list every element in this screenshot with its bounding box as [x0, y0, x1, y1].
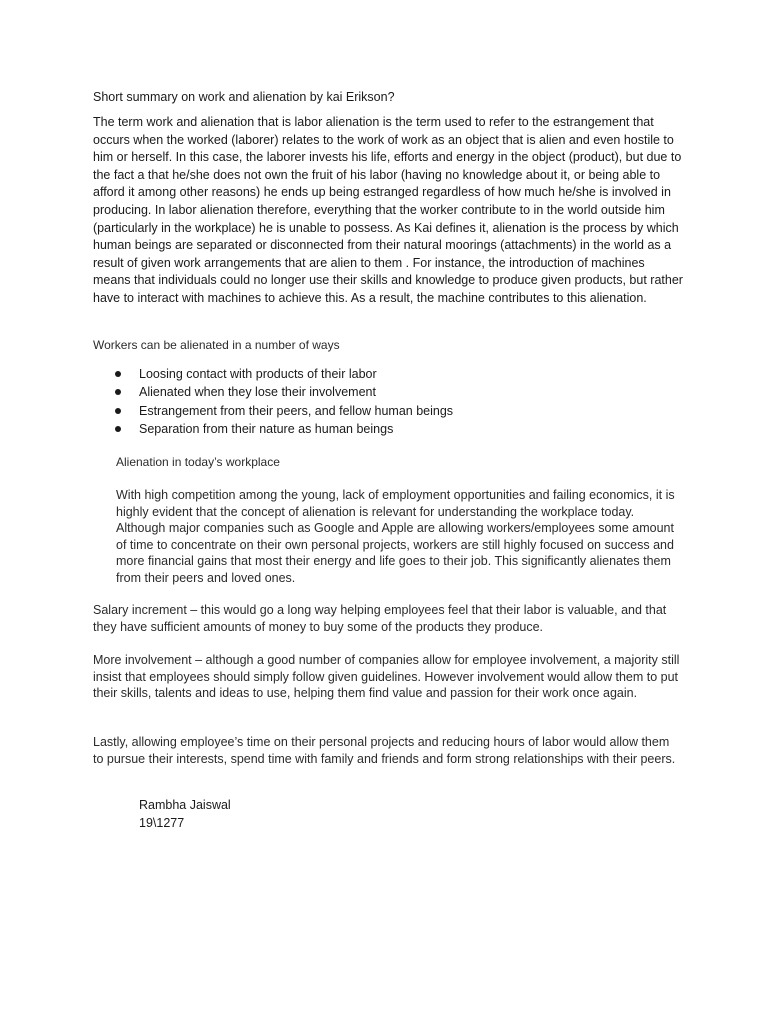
- workplace-heading: Alienation in today’s workplace: [116, 455, 280, 469]
- list-item: [115, 402, 453, 420]
- list-item: [115, 383, 453, 401]
- workplace-paragraph: With high competition among the young, lack of employment opportunities and failing economics, it is highly evident that the concept of alienation is relevant for understanding the workplace today. Although major companies such as Google and Apple are allowing workers/employees some amount of time to concentrate on their own personal projects, workers are still highly focused on success and more financial gains that most their energy and life goes to their job. This significantly alienates them from their peers and loved ones.: [116, 488, 675, 585]
- bullet-icon: [115, 371, 121, 377]
- salary-paragraph: Salary increment – this would go a long way helping employees feel that their labor is valuable, and that they have sufficient amounts of money to buy some of the products they produce.: [93, 603, 667, 634]
- alienation-ways-list: [115, 365, 453, 438]
- bullet-icon: [115, 426, 121, 432]
- list-item-text: Estrangement from their peers, and fellow human beings: [139, 403, 454, 418]
- workers-heading: Workers can be alienated in a number of ways: [93, 338, 340, 352]
- author-block: [139, 796, 231, 832]
- list-item-text: Loosing contact with products of their labor: [139, 367, 377, 381]
- author-id: 19\1277: [139, 816, 185, 830]
- list-item: [115, 420, 453, 438]
- list-item-text: Alienated when they lose their involvement: [139, 385, 376, 400]
- bullet-icon: [115, 408, 121, 414]
- author-name: Rambha Jaiswal: [139, 798, 231, 812]
- involvement-paragraph: More involvement – although a good number of companies allow for employee involvement, a majority still insist that employees should simply follow given guidelines. However involvement would allow them to put their skills, talents and ideas to use, helping them find value and passion for their work once again.: [93, 653, 680, 700]
- intro-paragraph: The term work and alienation that is labor alienation is the term used to refer to the estrangement that occurs when the worked (laborer) relates to the work of work as an object that is alien and even hostile to him or herself. In this case, the laborer invests his life, efforts and energy in the object (product), but due to the fact a that he/she does not own the fruit of his labor (having no knowledge about it, or being able to afford it among other reasons) he ends up being estranged regardless of how much he/she is involved in producing. In labor alienation therefore, everything that the worker contribute to in the world outside him (particularly in the workplace) he is unable to possess. As Kai defines it, alienation is the process by which human beings are separated or disconnected from their natural moorings (attachments) in the world as a result of given work arrangements that are alien to them . For instance, the introduction of machines means that individuals could no longer use their skills and knowledge to produce given products, but rather have to interact with machines to achieve this. As a result, the machine contributes to this alienation.: [93, 115, 683, 305]
- lastly-paragraph: Lastly, allowing employee’s time on their personal projects and reducing hours of labor would allow them to pursue their interests, spend time with family and friends and form strong relationships with their peers.: [93, 735, 676, 766]
- list-item: [115, 365, 453, 383]
- document-title: Short summary on work and alienation by kai Erikson?: [93, 90, 395, 104]
- bullet-icon: [115, 389, 121, 395]
- list-item-text: Separation from their nature as human beings: [139, 421, 394, 436]
